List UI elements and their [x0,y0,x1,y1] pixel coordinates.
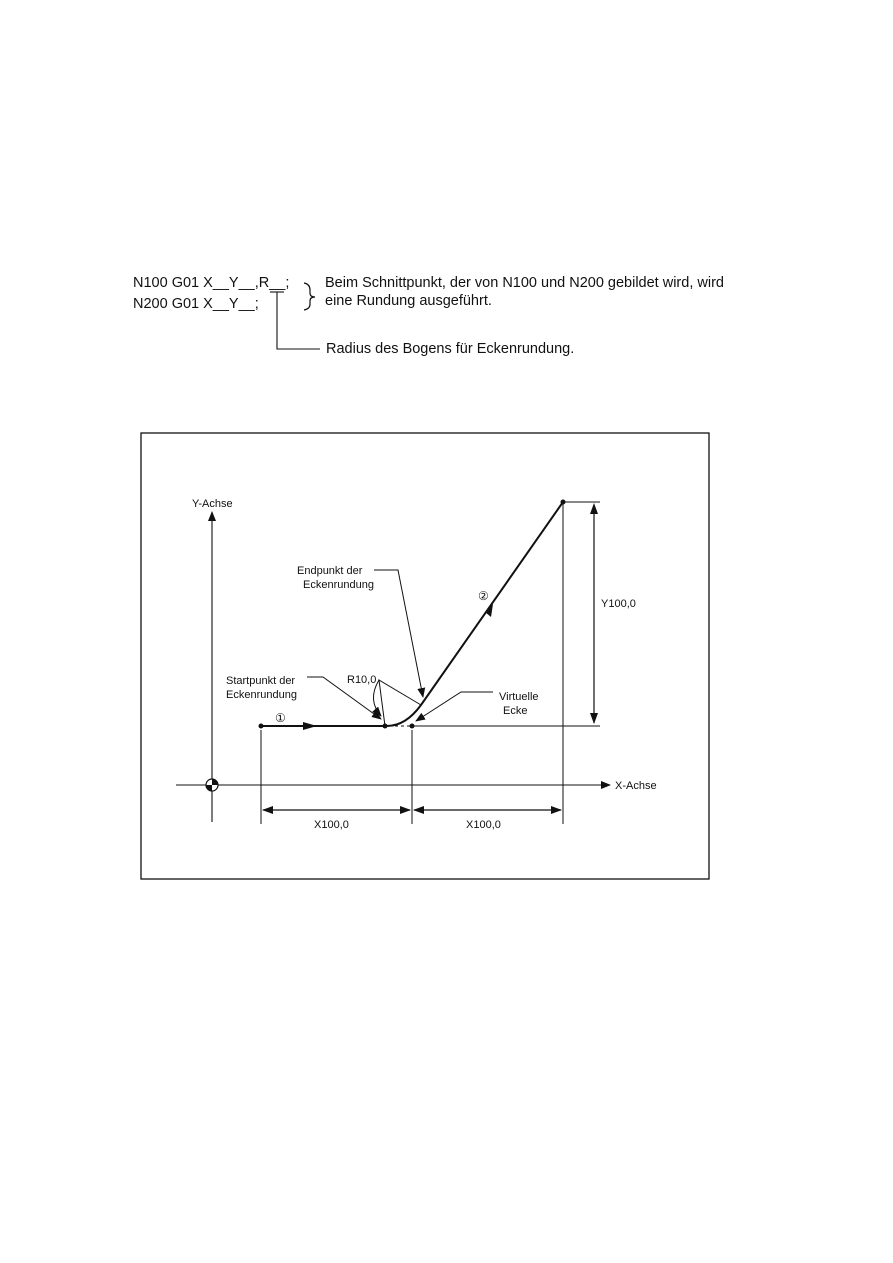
radius-note: Radius des Bogens für Eckenrundung. [326,341,575,357]
start-point-block1 [259,724,264,729]
code-brace [304,283,315,310]
code-line-n100: N100 G01 X__Y__,R__; [133,275,290,291]
end-point-label-line-2: Eckenrundung [303,579,374,591]
corner-rounding-arc [385,705,421,726]
block1-marker: ① [275,711,286,725]
start-point-label-line-1: Startpunkt der [226,675,296,687]
x-dimension-label-2: X100,0 [466,819,501,831]
y-dim-arrow-top [590,503,598,514]
y-dim-arrow-bottom [590,713,598,724]
end-point-leader [374,570,423,697]
radius-label: R10,0 [347,674,377,686]
intersection-note-line-1: Beim Schnittpunkt, der von N100 und N200 gebildet wird, wird [325,275,724,291]
x-dim1-arrow-right [400,806,411,814]
x-axis-label: X-Achse [615,780,657,792]
virtual-corner-label-line-2: Ecke [503,705,528,717]
y-axis-label: Y-Achse [192,498,233,510]
path-block-n200 [421,502,563,705]
x-dim2-arrow-right [551,806,562,814]
origin-icon [206,779,218,791]
x-dim1-arrow-left [262,806,273,814]
virtual-corner-label-line-1: Virtuelle [499,691,539,703]
code-line-n200: N200 G01 X__Y__; [133,296,259,312]
direction-arrow-1 [303,722,317,730]
radius-leader-line [277,292,320,349]
x-dim2-arrow-left [413,806,424,814]
x-dimension-label-1: X100,0 [314,819,349,831]
intersection-note-line-2: eine Rundung ausgeführt. [325,293,492,309]
y-dimension-label: Y100,0 [601,598,636,610]
block2-marker: ② [478,589,489,603]
end-point-label-line-1: Endpunkt der [297,565,363,577]
radius-lines [379,680,421,726]
start-point-label-line-2: Eckenrundung [226,689,297,701]
